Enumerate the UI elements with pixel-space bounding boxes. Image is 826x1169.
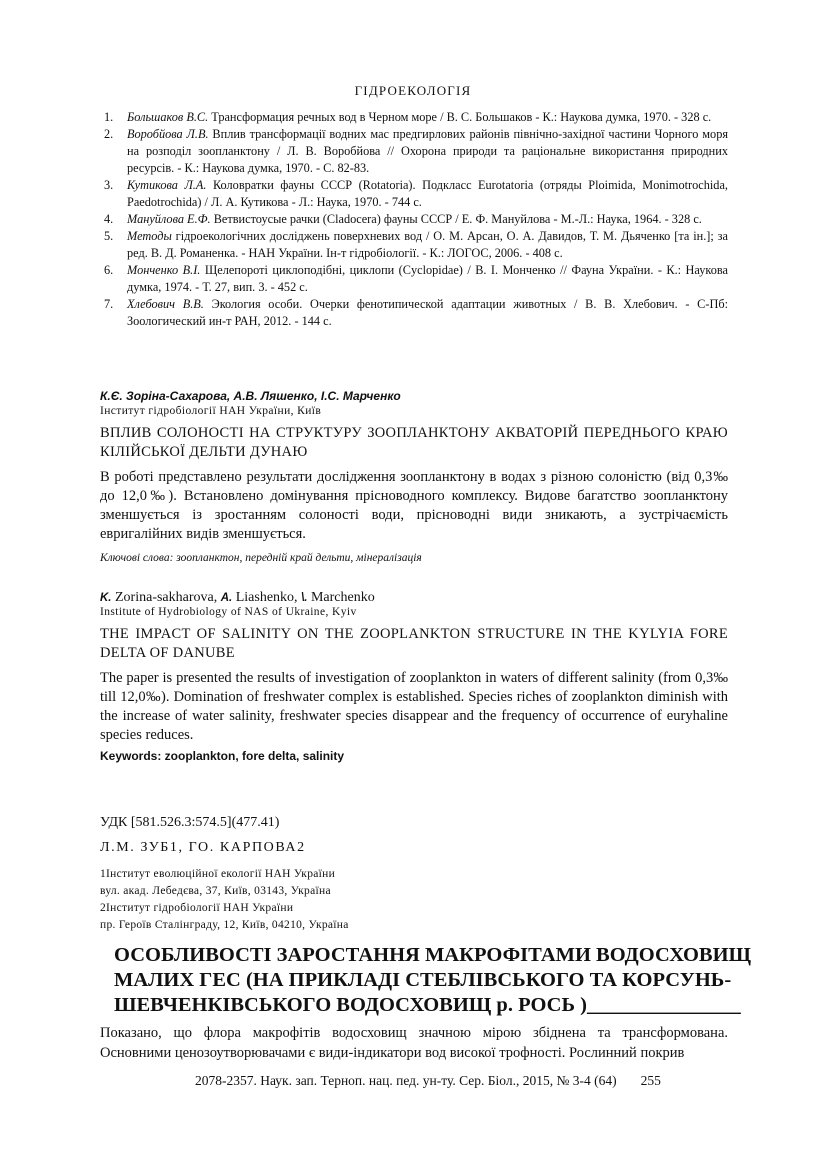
reference-text: Трансформация речных вод в Черном море / В. С. Большаков - К.: Наукова думка, 1970. - 328 с. xyxy=(208,110,712,124)
author-name: Zorina-sakharova, xyxy=(111,590,221,605)
page-number: 255 xyxy=(640,1073,661,1088)
reference-list xyxy=(100,109,728,330)
reference-number: 2. xyxy=(104,127,114,141)
reference-text: Ветвистоусые рачки (Cladocera) фауны СССР / Е. Ф. Мануйлова - М.-Л.: Наука, 1964. - 328 с. xyxy=(210,212,702,226)
reference-number: 4. xyxy=(104,212,114,226)
author-name: Marchenko xyxy=(307,590,375,605)
udk-code: УДК [581.526.3:574.5](477.41) xyxy=(100,815,280,830)
author-initial: \. xyxy=(301,592,308,604)
reference-author: Воробйова Л.В. xyxy=(127,127,209,141)
en-abstract xyxy=(100,590,728,763)
en-institution: Institute of Hydrobiology of NAS of Ukraine, Kyiv xyxy=(100,606,357,618)
reference-text: Экология особи. Очерки фенотипической адаптации животных / В. В. Хлебович. - С-Пб: Зоологический ин-т РАН, 2012. - 144 с. xyxy=(127,297,728,328)
article-header xyxy=(100,815,728,934)
affiliation-2: 2Інститут гідробіології НАН України xyxy=(100,902,294,914)
page-footer xyxy=(195,1073,661,1089)
reference-item xyxy=(100,109,728,126)
ua-keywords xyxy=(100,552,728,564)
footer-citation: 2078-2357. Наук. зап. Терноп. нац. пед. ун-ту. Сер. Біол., 2015, № 3-4 (64) xyxy=(195,1073,617,1088)
article-authors: Л.М. ЗУБ1, ГО. КАРПОВА2 xyxy=(100,840,306,855)
en-title: THE IMPACT OF SALINITY ON THE ZOOPLANKTON STRUCTURE IN THE KYLYIA FORE DELTA OF DANUBE xyxy=(100,626,728,661)
reference-item xyxy=(100,296,728,330)
reference-number: 7. xyxy=(104,297,114,311)
reference-number: 5. xyxy=(104,229,114,243)
section-header: ГІДРОЕКОЛОГІЯ xyxy=(354,83,472,98)
reference-author: Кутикова Л.А. xyxy=(127,178,207,192)
address-2: пр. Героїв Сталінграду, 12, Київ, 04210, Україна xyxy=(100,919,349,931)
reference-text: гідроекологічних досліджень поверхневих вод / О. М. Арсан, О. А. Давидов, Т. М. Дьяченко [та ін.]; за ред. В. Д. Романенка. - НАН України. Ін-т гідробіології. - К.: ЛОГОС, 2006. - 408 с. xyxy=(127,229,728,260)
en-keywords: Keywords: zooplankton, fore delta, salinity xyxy=(100,749,345,763)
reference-text: Вплив трансформації водних мас предгирлових районів північно-західної частини Чорного моря на розподіл зоопланктону / Л. В. Воробйова // Охорона природи та раціональне використання природних ресурсів. - К.: Наукова думка, 1970. - С. 82-83. xyxy=(127,127,728,175)
reference-number: 3. xyxy=(104,178,114,192)
author-initial: A. xyxy=(220,592,233,604)
article-intro: Показано, що флора макрофітів водосховищ значною мірою збіднена та трансформована. Основними ценозоутворювачами є види-індикатори вод високої трофності. Рослинний покрив xyxy=(100,1025,728,1061)
reference-item xyxy=(100,126,728,177)
reference-text: Коловратки фауны СССР (Rotatoria). Подкласс Eurotatoria (отряды Ploimida, Monimotrochida, Paedotrochida) / Л. А. Кутикова - Л.: Наука, 1970. - 744 с. xyxy=(127,178,728,209)
author-initial: K. xyxy=(100,592,112,604)
reference-item xyxy=(100,228,728,262)
ua-keywords-label: Ключові слова: xyxy=(100,552,174,564)
ua-authors: К.Є. Зоріна-Сахарова, А.В. Ляшенко, І.С. Марченко xyxy=(100,389,401,403)
reference-item xyxy=(100,262,728,296)
affiliation-1: 1Інститут еволюційної екології НАН України xyxy=(100,868,336,880)
reference-number: 6. xyxy=(104,263,114,277)
reference-author: Мануйлова Е.Ф. xyxy=(127,212,211,226)
en-body: The paper is presented the results of investigation of zooplankton in waters of different salinity (from 0,3‰ till 12,0‰). Domination of freshwater complex is established. Species riches of zooplankton diminish with the increase of water salinity, freshwater species disappear and the frequency of occurrence of euryhaline species reduces. xyxy=(100,670,728,743)
reference-author: Монченко В.І. xyxy=(127,263,201,277)
reference-text: Щелепороті циклоподібні, циклопи (Cyclopidae) / В. І. Монченко // Фауна України. - К.: Наукова думка, 1974. - Т. 27, вип. 3. - 452 с. xyxy=(127,263,728,294)
author-name: Liashenko, xyxy=(232,590,302,605)
reference-author: Хлебович В.В. xyxy=(127,297,204,311)
address-1: вул. акад. Лебедєва, 37, Київ, 03143, Україна xyxy=(100,885,331,897)
en-authors xyxy=(100,590,728,606)
ua-institution: Інститут гідробіології НАН України, Київ xyxy=(100,405,322,417)
reference-author: Методы xyxy=(127,229,172,243)
ua-title: ВПЛИВ СОЛОНОСТІ НА СТРУКТУРУ ЗООПЛАНКТОНУ АКВАТОРІЙ ПЕРЕДНЬОГО КРАЮ КІЛІЙСЬКОЇ ДЕЛЬТИ ДУНАЮ xyxy=(100,425,728,460)
reference-number: 1. xyxy=(104,110,114,124)
ua-abstract xyxy=(100,389,728,564)
reference-item xyxy=(100,177,728,211)
article-title: ОСОБЛИВОСТІ ЗАРОСТАННЯ МАКРОФІТАМИ ВОДОСХОВИЩ МАЛИХ ГЕС (НА ПРИКЛАДІ СТЕБЛІВСЬКОГО ТА КОРСУНЬ-ШЕВЧЕНКІВСЬКОГО ВОДОСХОВИЩ р. РОСЬ )_______________ xyxy=(114,944,752,1016)
ua-body: В роботі представлено результати дослідження зоопланктону в водах з різною солоністю (від 0,3‰ до 12,0‰). Встановлено домінування прісноводного комплексу. Видове багатство зоопланктону зменшується із зростанням солоності води, прісноводні види зникають, а зустрічаємість евригалійних видів зменшується. xyxy=(100,469,728,542)
reference-author: Большаков В.С. xyxy=(127,110,209,124)
ua-keywords-text: зоопланктон, передній край дельти, мінералізація xyxy=(173,552,422,564)
reference-item xyxy=(100,211,728,228)
